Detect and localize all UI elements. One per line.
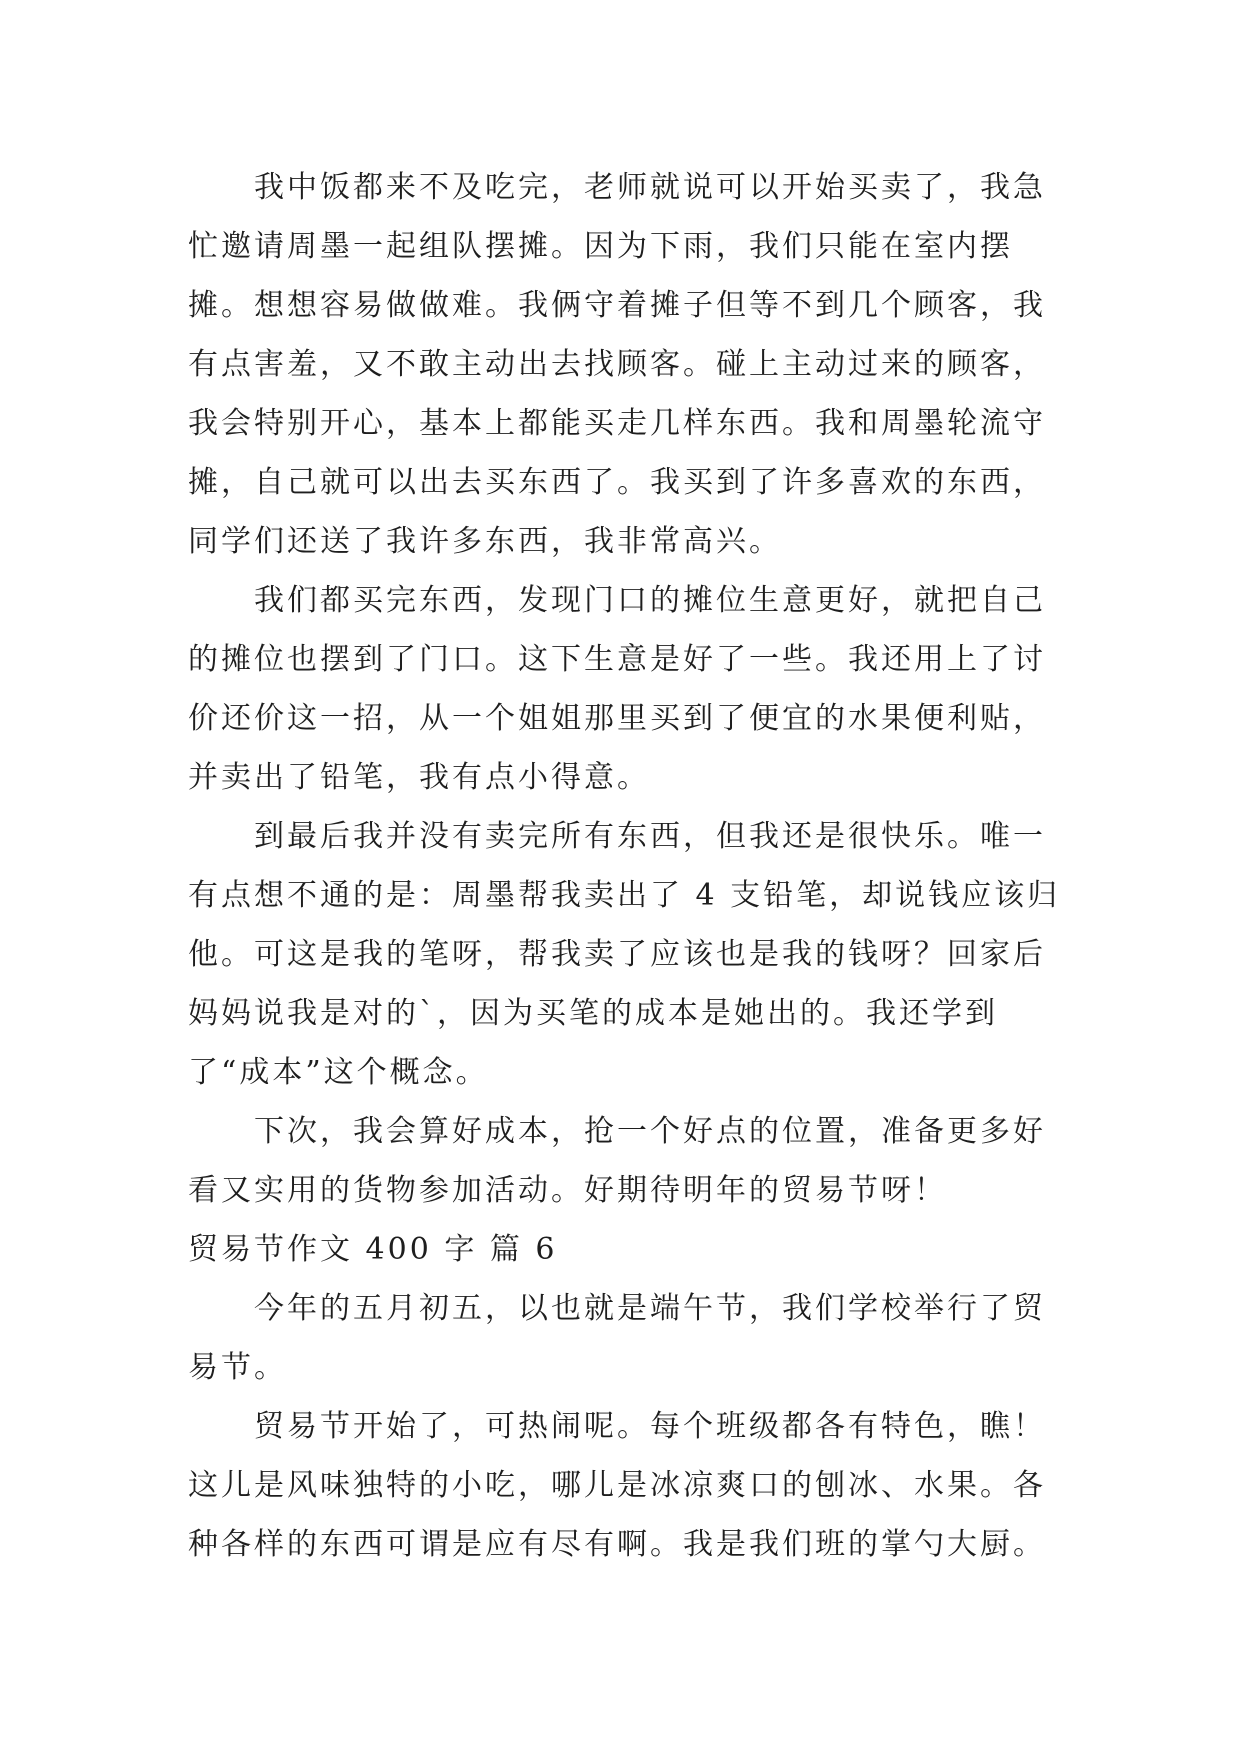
section-heading: 贸易节作文 400 字 篇 6 [188,1232,558,1267]
paragraph: 到最后我并没有卖完所有东西，但我还是很快乐。唯一有点想不通的是：周墨帮我卖出了 4 支铅笔，却说钱应该归他。可这是我的笔呀，帮我卖了应该也是我的钱呀？回家后妈妈说我是对的`，因为买笔的成本是她出的。我还学到了“成本”这个概念。 [188,819,1061,1090]
paragraph: 我中饭都来不及吃完，老师就说可以开始买卖了，我急忙邀请周墨一起组队摆摊。因为下雨，我们只能在室内摆摊。想想容易做做难。我俩守着摊子但等不到几个顾客，我有点害羞，又不敢主动出去找顾客。碰上主动过来的顾客，我会特别开心，基本上都能买走几样东西。我和周墨轮流守摊，自己就可以出去买东西了。我买到了许多喜欢的东西，同学们还送了我许多东西，我非常高兴。 [188,170,1046,559]
document-body [188,158,1068,1574]
paragraph: 我们都买完东西，发现门口的摊位生意更好，就把自己的摊位也摆到了门口。这下生意是好了一些。我还用上了讨价还价这一招，从一个姐姐那里买到了便宜的水果便利贴，并卖出了铅笔，我有点小得意。 [188,583,1046,795]
paragraph: 下次，我会算好成本，抢一个好点的位置，准备更多好看又实用的货物参加活动。好期待明年的贸易节呀！ [188,1114,1046,1208]
paragraph: 今年的五月初五，以也就是端午节，我们学校举行了贸易节。 [188,1291,1046,1385]
paragraph: 贸易节开始了，可热闹呢。每个班级都各有特色，瞧！这儿是风味独特的小吃，哪儿是冰凉爽口的刨冰、水果。各种各样的东西可谓是应有尽有啊。我是我们班的掌勺大厨。 [188,1409,1046,1562]
